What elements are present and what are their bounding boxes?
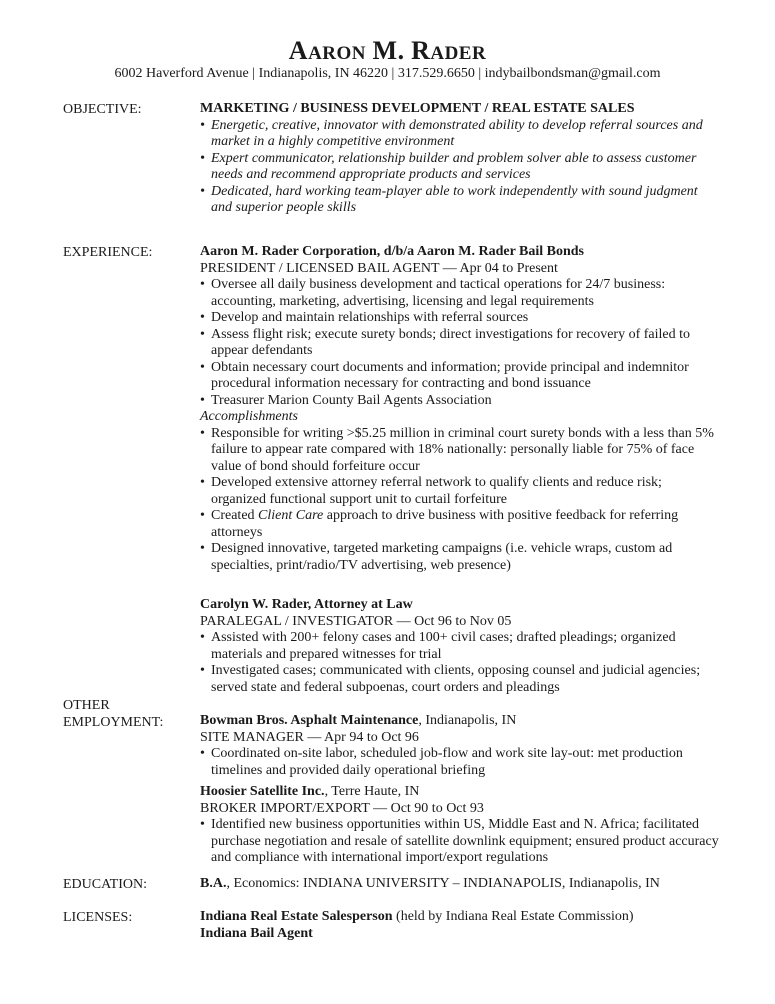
experience-job-2 xyxy=(200,597,720,696)
resume-name: AARON M. RADER xyxy=(288,36,487,65)
list-item: • Responsible for writing >$5.25 million in criminal court surety bonds with a less than 5% failure to appear rate compared with 18% nationally: personally liable for 75% of face value of bond should forfeiture occur xyxy=(200,426,720,476)
education-label: EDUCATION: xyxy=(63,877,147,892)
objective-label: OBJECTIVE: xyxy=(63,102,142,117)
list-item: • Expert communicator, relationship builder and problem solver able to assess customer needs and recommend appropriate products and services xyxy=(200,151,720,184)
other-employment-label: OTHER EMPLOYMENT: xyxy=(63,698,164,730)
list-item: • Designed innovative, targeted marketing campaigns (i.e. vehicle wraps, custom ad specialties, print/radio/TV advertising, web presence) xyxy=(200,541,720,574)
job-bullets xyxy=(200,630,720,696)
job-bullets xyxy=(200,277,720,409)
job-role: BROKER IMPORT/EXPORT — Oct 90 to Oct 93 xyxy=(200,800,484,816)
list-item: • Developed extensive attorney referral network to qualify clients and reduce risk; organized functional support unit to curtail forfeiture xyxy=(200,475,720,508)
list-item: • Dedicated, hard working team-player able to work independently with sound judgment and superior people skills xyxy=(200,184,720,217)
list-item: • Coordinated on-site labor, scheduled job-flow and work site lay-out: met production timelines and provided daily operational briefing xyxy=(200,746,720,779)
accomplishment-bullets xyxy=(200,426,720,575)
list-item: • Oversee all daily business development and tactical operations for 24/7 business: accounting, marketing, advertising, licensing and legal requirements xyxy=(200,277,720,310)
objective-title: MARKETING / BUSINESS DEVELOPMENT / REAL ESTATE SALES xyxy=(200,101,635,116)
list-item: • Energetic, creative, innovator with demonstrated ability to develop referral sources and market in a highly competitive environment xyxy=(200,118,720,151)
list-item: • Assess flight risk; execute surety bonds; direct investigations for recovery of failed to appear defendants xyxy=(200,327,720,360)
employer-line: Bowman Bros. Asphalt Maintenance, Indianapolis, IN xyxy=(200,713,517,728)
client-care-term: Client Care xyxy=(258,508,324,523)
license-item: Indiana Bail Agent xyxy=(200,925,313,941)
job-bullets xyxy=(200,817,720,867)
employer-name: Hoosier Satellite Inc. xyxy=(200,784,325,799)
objective-bullets xyxy=(200,118,720,217)
list-item: • Assisted with 200+ felony cases and 100+ civil cases; drafted pleadings; organized materials and prepared witnesses for trial xyxy=(200,630,720,663)
license-item: Indiana Real Estate Salesperson (held by Indiana Real Estate Commission) xyxy=(200,909,634,924)
job-role: PRESIDENT / LICENSED BAIL AGENT — Apr 04 to Present xyxy=(200,260,558,276)
list-item: • Treasurer Marion County Bail Agents Association xyxy=(200,393,720,410)
other-job-1 xyxy=(200,713,720,779)
experience-label: EXPERIENCE: xyxy=(63,245,153,260)
education-section: B.A., Economics: INDIANA UNIVERSITY – INDIANAPOLIS, Indianapolis, IN xyxy=(200,876,660,891)
employer-name: Aaron M. Rader Corporation, d/b/a Aaron M. Rader Bail Bonds xyxy=(200,244,585,259)
job-role: SITE MANAGER — Apr 94 to Oct 96 xyxy=(200,729,419,745)
list-item: • Develop and maintain relationships with referral sources xyxy=(200,310,720,327)
list-item: • Obtain necessary court documents and information; provide principal and indemnitor procedural information necessary for contracting and bond issuance xyxy=(200,360,720,393)
job-bullets xyxy=(200,746,720,779)
degree: B.A. xyxy=(200,876,227,891)
contact-line: 6002 Haverford Avenue | Indianapolis, IN 46220 | 317.529.6650 | indybailbondsman@gmail.com xyxy=(114,66,661,81)
employer-name: Bowman Bros. Asphalt Maintenance xyxy=(200,713,419,728)
licenses-section xyxy=(200,909,720,942)
list-item: • Created Client Care approach to drive business with positive feedback for referring attorneys xyxy=(200,508,720,541)
job-role: PARALEGAL / INVESTIGATOR — Oct 96 to Nov 05 xyxy=(200,613,512,629)
accomplishments-heading: Accomplishments xyxy=(200,409,298,424)
other-job-2 xyxy=(200,784,720,867)
employer-name: Carolyn W. Rader, Attorney at Law xyxy=(200,597,413,612)
list-item: • Identified new business opportunities within US, Middle East and N. Africa; facilitated purchase negotiation and resale of satellite downlink equipment; ensured product accuracy and compliance with international import/export regulations xyxy=(200,817,720,867)
licenses-label: LICENSES: xyxy=(63,910,133,925)
experience-job-1 xyxy=(200,244,720,574)
list-item: • Investigated cases; communicated with clients, opposing counsel and judicial agencies; served state and federal subpoenas, court orders and pleadings xyxy=(200,663,720,696)
objective-section xyxy=(200,101,720,217)
employer-line: Hoosier Satellite Inc., Terre Haute, IN xyxy=(200,784,420,799)
